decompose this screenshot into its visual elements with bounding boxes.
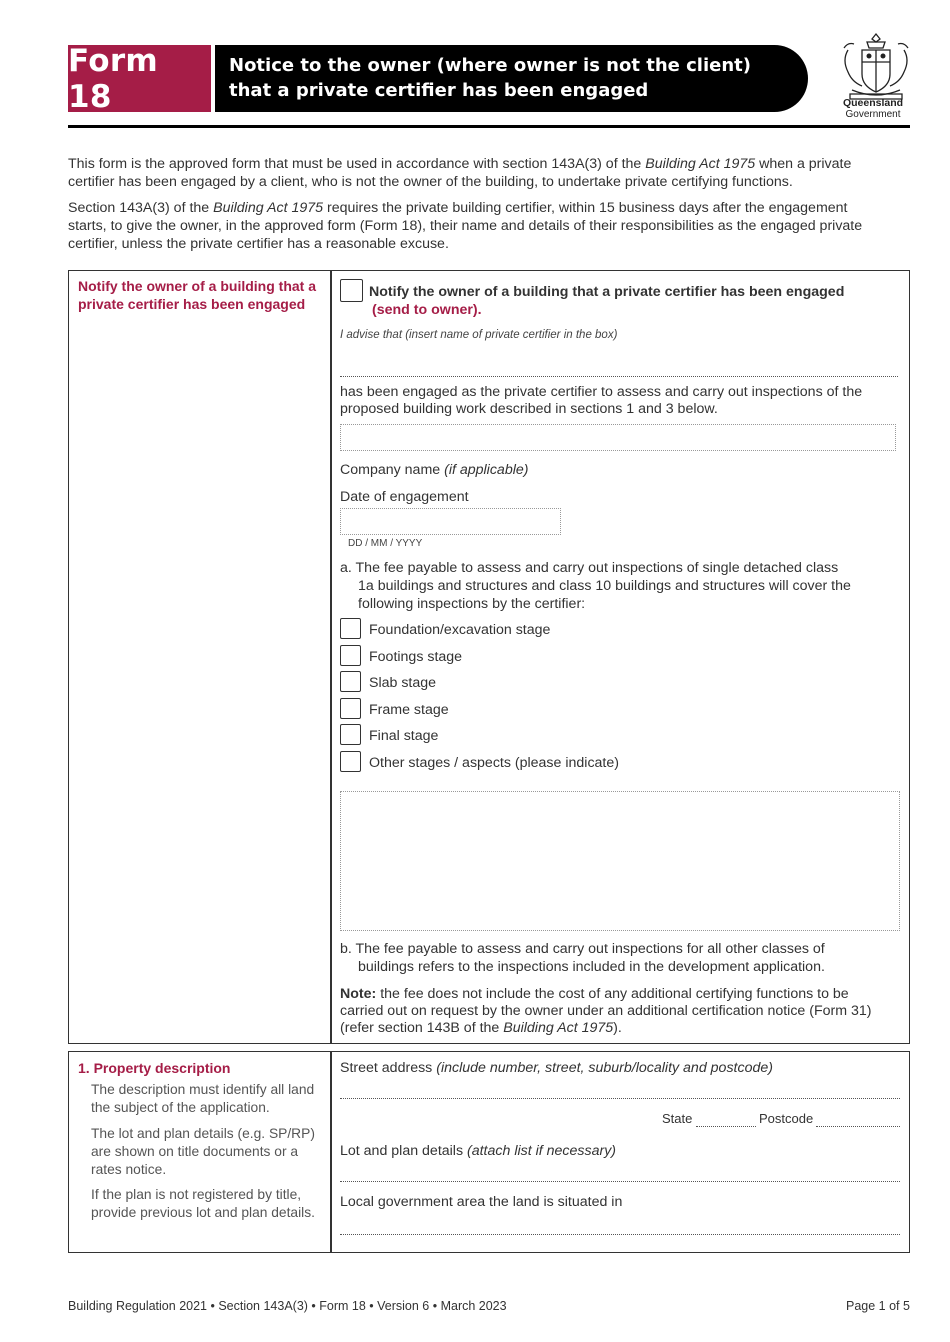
property-note-2: The lot and plan details (e.g. SP/RP) are shown on title documents or a rates notice. xyxy=(91,1126,315,1177)
footer-reference: Building Regulation 2021 • Section 143A(3) • Form 18 • Version 6 • March 2023 xyxy=(68,1299,507,1313)
street-address-label: Street address (include number, street, suburb/locality and postcode) xyxy=(340,1060,773,1076)
fee-a-line3: following inspections by the certifier: xyxy=(358,596,586,612)
engaged-text-line1: has been engaged as the private certifier to assess and carry out inspections of the xyxy=(340,384,863,400)
date-of-engagement-input[interactable] xyxy=(340,508,561,535)
stage-slab-label: Slab stage xyxy=(369,675,437,691)
column-divider xyxy=(330,270,332,1044)
postcode-input[interactable] xyxy=(816,1126,900,1127)
property-note-3: If the plan is not registered by title, provide previous lot and plan details. xyxy=(91,1187,315,1220)
fee-b-line1: b. The fee payable to assess and carry out inspections for all other classes of xyxy=(340,941,825,957)
form-title-line1: Notice to the owner (where owner is not the client) xyxy=(229,55,751,76)
postcode-label: Postcode xyxy=(759,1111,814,1126)
note-line3: (refer section 143B of the Building Act 1975). xyxy=(340,1020,622,1036)
stage-final-label: Final stage xyxy=(369,728,439,744)
notify-checkbox-label-send: (send to owner). xyxy=(372,302,482,318)
notify-owner-checkbox[interactable] xyxy=(340,279,363,302)
state-label: State xyxy=(662,1111,693,1126)
stage-frame-label: Frame stage xyxy=(369,702,449,718)
stage-footings-label: Footings stage xyxy=(369,649,463,665)
stage-foundation-label: Foundation/excavation stage xyxy=(369,622,551,638)
date-format-hint: DD / MM / YYYY xyxy=(348,538,423,549)
property-column-divider xyxy=(330,1051,332,1253)
form-number-badge: Form 18 xyxy=(68,45,211,112)
intro-paragraph-1: This form is the approved form that must be used in accordance with section 143A(3) of the Building Act 1975 when a private certifier has been engaged by a client, who is not the owner of the building, to undertake private certifying functions. xyxy=(68,156,852,190)
company-name-label: Company name (if applicable) xyxy=(340,462,529,478)
note-line1: Note: the fee does not include the cost of any additional certifying functions to be xyxy=(340,986,849,1002)
note-line2: carried out on request by the owner under an additional certification notice (Form 31) xyxy=(340,1003,872,1019)
engaged-text-line2: proposed building work described in sections 1 and 3 below. xyxy=(340,401,718,417)
lot-plan-input[interactable] xyxy=(340,1181,900,1182)
stage-foundation-checkbox[interactable] xyxy=(340,618,361,639)
stage-frame-checkbox[interactable] xyxy=(340,698,361,719)
street-address-input[interactable] xyxy=(340,1098,900,1099)
property-section-title: 1. Property description xyxy=(78,1060,231,1076)
stage-final-checkbox[interactable] xyxy=(340,724,361,745)
notify-section-title: Notify the owner of a building that a private certifier has been engaged xyxy=(78,278,316,312)
fee-b-line2: buildings refers to the inspections included in the development application. xyxy=(358,959,825,975)
header-divider xyxy=(68,125,910,128)
intro-paragraph-2: Section 143A(3) of the Building Act 1975 requires the private building certifier, within 15 business days after the engagement starts, to give the owner, in the approved form (Form 18), their name and details of their responsibilities as the engaged private certifier, unless the private certifier has a reasonable excuse. xyxy=(68,200,863,252)
advise-instruction: I advise that (insert name of private certifier in the box) xyxy=(340,329,618,341)
form-title xyxy=(215,45,808,112)
certifier-name-input[interactable] xyxy=(340,376,898,377)
stage-other-label: Other stages / aspects (please indicate) xyxy=(369,755,619,771)
other-stages-textarea[interactable] xyxy=(340,791,900,931)
lga-label: Local government area the land is situated in xyxy=(340,1194,623,1210)
stage-footings-checkbox[interactable] xyxy=(340,645,361,666)
notify-checkbox-label: Notify the owner of a building that a private certifier has been engaged xyxy=(369,284,845,300)
date-label: Date of engagement xyxy=(340,489,469,505)
fee-a-line2: 1a buildings and structures and class 10 buildings and structures will cover the xyxy=(358,578,851,594)
lga-input[interactable] xyxy=(340,1234,900,1235)
page-number: Page 1 of 5 xyxy=(846,1299,910,1313)
fee-a-line1: a. The fee payable to assess and carry out inspections of single detached class xyxy=(340,560,839,576)
form-title-line2: that a private certifier has been engaged xyxy=(229,80,649,101)
logo-subtitle: Government xyxy=(845,109,901,120)
logo-name: Queensland xyxy=(842,97,904,109)
property-note-1: The description must identify all land the subject of the application. xyxy=(91,1082,315,1115)
stage-other-checkbox[interactable] xyxy=(340,751,361,772)
state-input[interactable] xyxy=(696,1126,756,1127)
lot-plan-label: Lot and plan details (attach list if necessary) xyxy=(340,1143,617,1159)
company-name-input[interactable] xyxy=(340,424,896,451)
stage-slab-checkbox[interactable] xyxy=(340,671,361,692)
